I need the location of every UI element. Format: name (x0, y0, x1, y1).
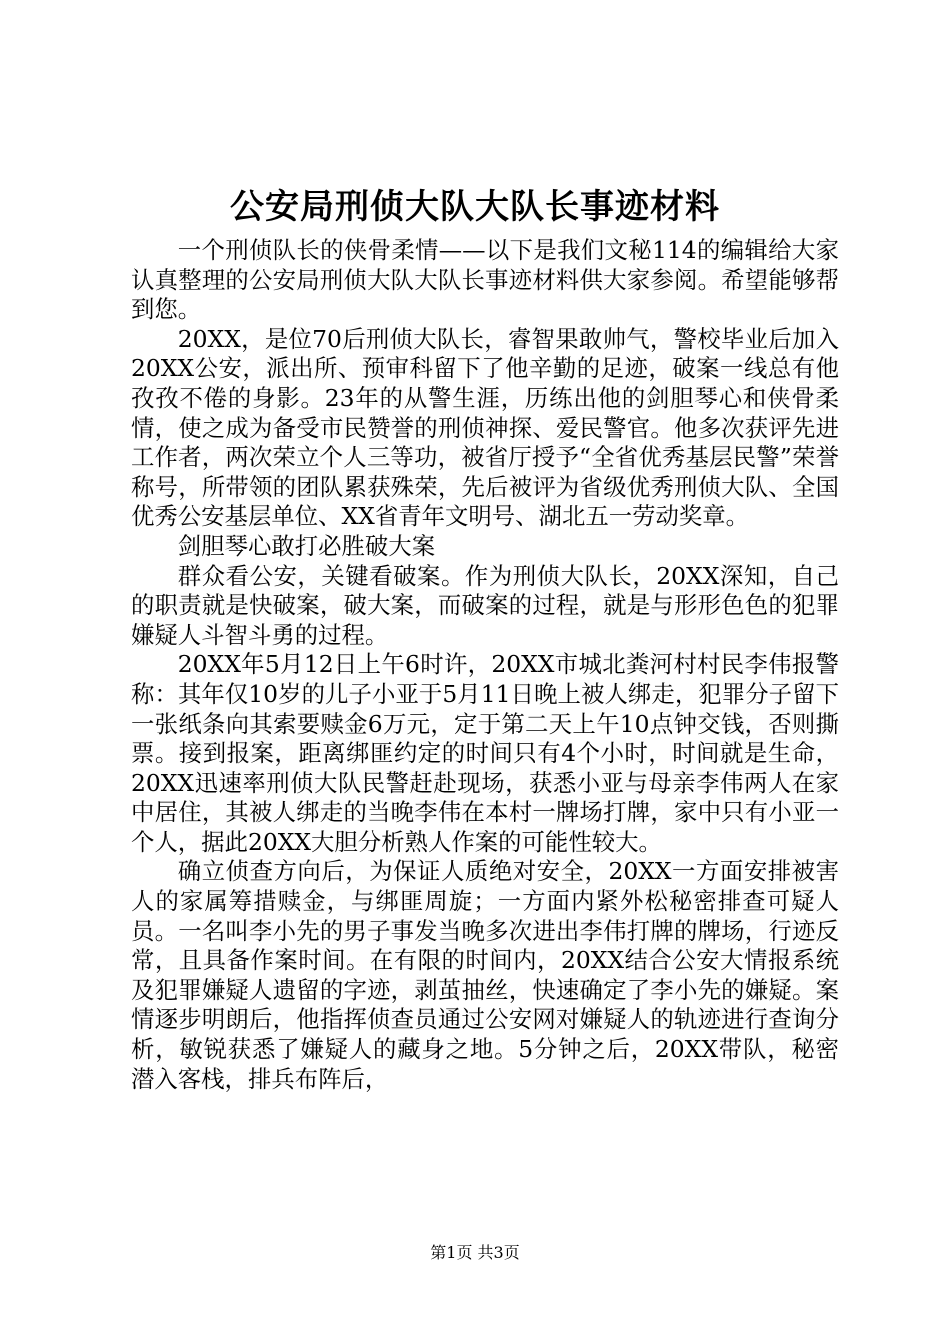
paragraph-investigation: 确立侦查方向后，为保证人质绝对安全，20XX一方面安排被害人的家属筹措赎金，与绑匪周旋；一方面内紧外松秘密排查可疑人员。一名叫李小先的男子事发当晚多次进出李伟打牌的牌场，行迹反常，且具备作案时间。在有限的时间内，20XX结合公安大情报系统及犯罪嫌疑人遗留的字迹，剥茧抽丝，快速确定了李小先的嫌疑。案情逐步明朗后，他指挥侦查员通过公安网对嫌疑人的轨迹进行查询分析，敏锐获悉了嫌疑人的藏身之地。5分钟之后，20XX带队，秘密潜入客栈，排兵布阵后， (131, 857, 839, 1093)
paragraph-profile: 20XX，是位70后刑侦大队长，睿智果敢帅气，警校毕业后加入20XX公安，派出所、预审科留下了他辛勤的足迹，破案一线总有他孜孜不倦的身影。23年的从警生涯，历练出他的剑胆琴心和侠骨柔情，使之成为备受市民赞誉的刑侦神探、爱民警官。他多次获评先进工作者，两次荣立个人三等功，被省厅授予“全省优秀基层民警”荣誉称号，所带领的团队累获殊荣，先后被评为省级优秀刑侦大队、全国优秀公安基层单位、XX省青年文明号、湖北五一劳动奖章。 (131, 324, 839, 531)
section-heading: 剑胆琴心敢打必胜破大案 (177, 531, 436, 560)
paragraph-intro: 一个刑侦队长的侠骨柔情——以下是我们文秘114的编辑给大家认真整理的公安局刑侦大队大队长事迹材料供大家参阅。希望能够帮到您。 (131, 236, 839, 324)
document-body (131, 236, 839, 1094)
paragraph-case: 20XX年5月12日上午6时许，20XX市城北粪河村村民李伟报警称：其年仅10岁的儿子小亚于5月11日晚上被人绑走，犯罪分子留下一张纸条向其索要赎金6万元，定于第二天上午10点钟交钱，否则撕票。接到报案，距离绑匪约定的时间只有4个小时，时间就是生命，20XX迅速率刑侦大队民警赶赴现场，获悉小亚与母亲李伟两人在家中居住，其被人绑走的当晚李伟在本村一牌场打牌，家中只有小亚一个人，据此20XX大胆分析熟人作案的可能性较大。 (131, 650, 839, 856)
page-number-footer: 第1页 共3页 (430, 1243, 520, 1262)
paragraph-duty: 群众看公安，关键看破案。作为刑侦大队长，20XX深知，自己的职责就是快破案，破大案，而破案的过程，就是与形形色色的犯罪嫌疑人斗智斗勇的过程。 (131, 561, 839, 649)
document-title: 公安局刑侦大队大队长事迹材料 (230, 187, 720, 227)
